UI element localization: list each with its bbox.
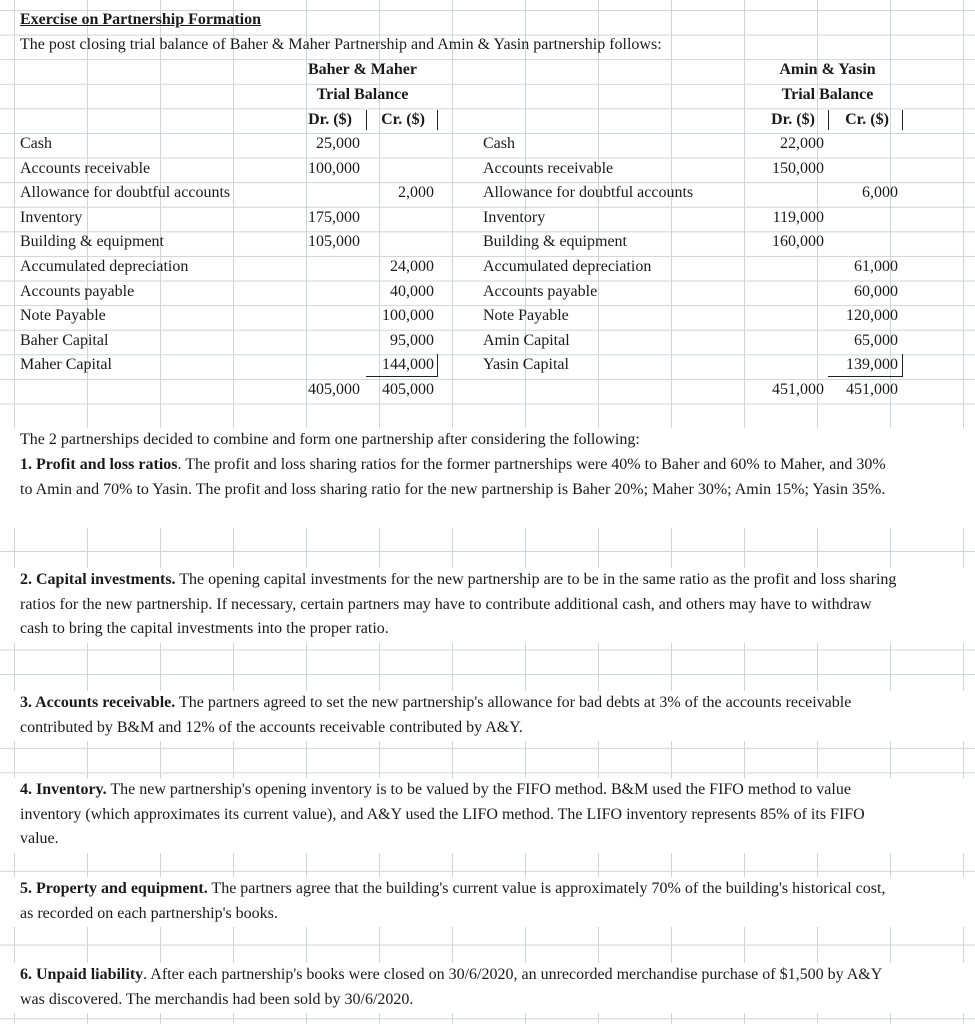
left-cr-header: Cr. ($)	[381, 111, 425, 128]
left-row-label: Accounts payable	[20, 283, 135, 300]
left-header-divider	[366, 110, 367, 130]
right-dr-header: Dr. ($)	[771, 111, 815, 128]
right-header-divider	[828, 110, 829, 130]
right-total-rule	[828, 376, 903, 377]
item-3	[20, 691, 900, 740]
right-trial-balance-label: Trial Balance	[781, 86, 874, 103]
item-3-heading: 3. Accounts receivable.	[20, 694, 176, 711]
item-2-text: The opening capital investments for the new partnership are to be in the same ratio as the profit and loss sharing ratios for the new partnership. If necessary, certain partners may have to contribute additional cash, and others may have to withdraw cash to bring the capital investments into the proper ratio.	[20, 571, 897, 638]
item-5	[20, 877, 900, 926]
left-row-label: Inventory	[20, 209, 83, 226]
page-title: Exercise on Partnership Formation	[20, 11, 262, 28]
right-row-cr: 61,000	[854, 258, 898, 275]
right-row-label: Cash	[483, 135, 515, 152]
item-2-heading: 2. Capital investments.	[20, 571, 176, 588]
left-row-label: Note Payable	[20, 307, 106, 324]
left-row-label: Accounts receivable	[20, 160, 151, 177]
right-row-label: Accumulated depreciation	[483, 258, 652, 275]
right-row-label: Accounts payable	[483, 283, 598, 300]
left-trial-balance-label: Trial Balance	[316, 86, 409, 103]
item-1-sep: .	[177, 456, 182, 473]
right-row-label: Building & equipment	[483, 233, 627, 250]
item-4	[20, 778, 900, 852]
right-row-label: Note Payable	[483, 307, 569, 324]
left-row-cr: 144,000	[382, 356, 434, 373]
left-row-cr: 95,000	[390, 332, 434, 349]
left-row-cr: 24,000	[390, 258, 434, 275]
left-capital-right-rule	[437, 354, 438, 376]
left-row-label: Baher Capital	[20, 332, 109, 349]
right-capital-right-rule	[902, 354, 903, 376]
left-row-label: Accumulated depreciation	[20, 258, 189, 275]
right-row-label: Inventory	[483, 209, 546, 226]
item-5-heading: 5. Property and equipment.	[20, 880, 208, 897]
item-1-heading: 1. Profit and loss ratios	[20, 456, 178, 473]
left-row-dr: 25,000	[316, 135, 360, 152]
right-row-dr: 150,000	[772, 160, 824, 177]
item-3-text: The partners agreed to set the new partnership's allowance for bad debts at 3% of the accounts receivable contributed by B&M and 12% of the accounts receivable contributed by A&Y.	[20, 694, 852, 736]
item-1	[20, 453, 900, 502]
left-total-rule	[366, 376, 438, 377]
right-row-cr: 120,000	[846, 307, 898, 324]
combine-block	[0, 428, 975, 528]
right-row-label: Allowance for doubtful accounts	[483, 184, 694, 201]
left-total-cr: 405,000	[382, 381, 434, 398]
left-company-name: Baher & Maher	[307, 61, 417, 78]
right-company-name: Amin & Yasin	[779, 61, 876, 78]
right-header-right-edge	[902, 110, 903, 130]
left-row-label: Cash	[20, 135, 52, 152]
left-row-label: Allowance for doubtful accounts	[20, 184, 231, 201]
item-2	[20, 568, 900, 642]
item-5-block	[0, 877, 975, 927]
right-row-dr: 22,000	[780, 135, 824, 152]
right-row-label: Accounts receivable	[483, 160, 614, 177]
right-total-cr: 451,000	[846, 381, 898, 398]
left-row-cr: 40,000	[390, 283, 434, 300]
item-4-text: The new partnership's opening inventory is to be valued by the FIFO method. B&M used the FIFO method to value inventory (which approximates its current value), and A&Y used the LIFO method. The LIFO inventory represents 85% of its FIFO value.	[20, 781, 865, 848]
item-6-text: After each partnership's books were closed on 30/6/2020, an unrecorded merchandise purchase of $1,500 by A&Y was discovered. The merchandis had been sold by 30/6/2020.	[20, 966, 882, 1008]
item-4-block	[0, 778, 975, 853]
left-row-label: Maher Capital	[20, 356, 112, 373]
left-header-right-edge	[437, 110, 438, 130]
right-row-cr: 60,000	[854, 283, 898, 300]
left-row-dr: 175,000	[308, 209, 360, 226]
left-row-dr: 100,000	[308, 160, 360, 177]
item-3-block	[0, 691, 975, 741]
right-row-cr: 6,000	[862, 184, 898, 201]
item-1-text: The profit and loss sharing ratios for the former partnerships were 40% to Baher and 60% to Maher, and 30% to Amin and 70% to Yasin. The profit and loss sharing ratio for the new partnership is Baher 20%; Maher 30%; Amin 15%; Yasin 35%.	[20, 456, 886, 498]
right-total-dr: 451,000	[772, 381, 824, 398]
right-row-label: Amin Capital	[483, 332, 570, 349]
right-row-dr: 119,000	[772, 209, 824, 226]
right-row-cr: 65,000	[854, 332, 898, 349]
item-6-heading: 6. Unpaid liability	[20, 966, 144, 983]
right-cr-header: Cr. ($)	[845, 111, 889, 128]
left-row-label: Building & equipment	[20, 233, 164, 250]
item-6-block	[0, 963, 975, 1013]
right-row-cr: 139,000	[846, 356, 898, 373]
combine-intro: The 2 partnerships decided to combine and form one partnership after considering the following:	[20, 431, 640, 448]
item-2-block	[0, 568, 975, 643]
intro-text: The post closing trial balance of Baher & Maher Partnership and Amin & Yasin partnership follows:	[20, 36, 662, 53]
item-6-sep: .	[143, 966, 148, 983]
right-row-label: Yasin Capital	[483, 356, 569, 373]
item-6	[20, 963, 900, 1012]
left-row-dr: 105,000	[308, 233, 360, 250]
left-row-cr: 2,000	[398, 184, 434, 201]
item-4-heading: 4. Inventory.	[20, 781, 107, 798]
left-row-cr: 100,000	[382, 307, 434, 324]
item-5-text: The partners agree that the building's current value is approximately 70% of the building's historical cost, as recorded on each partnership's books.	[20, 880, 886, 922]
right-row-dr: 160,000	[772, 233, 824, 250]
left-total-dr: 405,000	[308, 381, 360, 398]
left-dr-header: Dr. ($)	[308, 111, 352, 128]
